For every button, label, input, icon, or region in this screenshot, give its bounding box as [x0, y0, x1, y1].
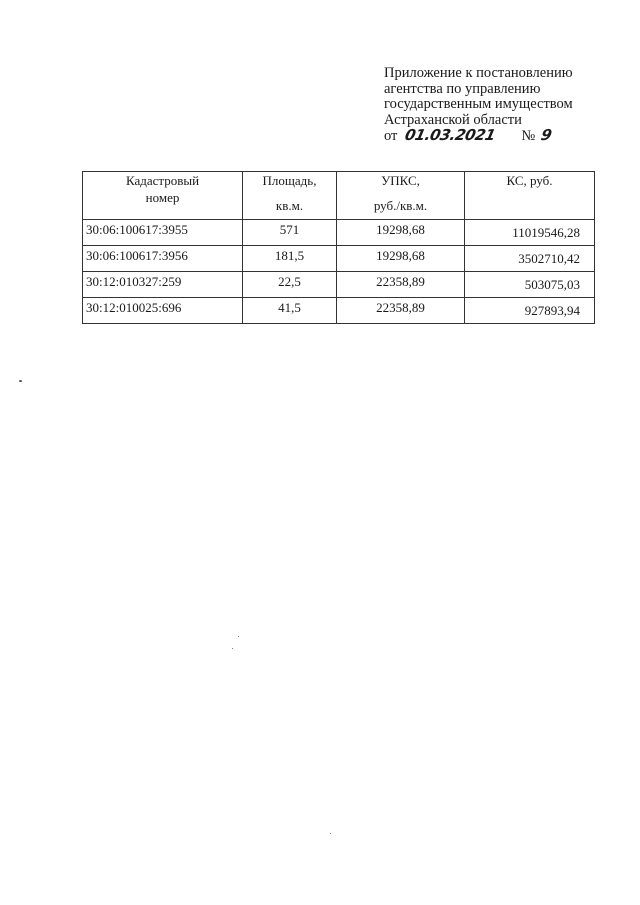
- ks-cell: 503075,03: [465, 272, 595, 298]
- column-header-line: номер: [145, 190, 180, 205]
- appendix-header: [384, 66, 624, 145]
- upks-cell: 19298,68: [337, 220, 465, 246]
- cadastral-cell: 30:06:100617:3956: [83, 246, 243, 272]
- cadastral-cell: 30:12:010327:259: [83, 272, 243, 298]
- column-header-line: УПКС,: [381, 173, 420, 188]
- header-line-4: Астраханской области: [384, 111, 522, 128]
- upks-cell: 22358,89: [337, 298, 465, 324]
- header-line-2: агентства по управлению: [384, 80, 541, 97]
- column-header-cadastral: [83, 172, 243, 220]
- table-header-row: [83, 172, 595, 220]
- column-header-line: кв.м.: [275, 198, 304, 213]
- scan-speck: [238, 636, 239, 637]
- table-row: [83, 220, 595, 246]
- upks-cell: 19298,68: [337, 246, 465, 272]
- ks-cell: 3502710,42: [465, 246, 595, 272]
- scan-speck: [232, 648, 233, 649]
- header-line-3: государственным имуществом: [384, 96, 573, 112]
- area-cell: 571: [243, 220, 337, 246]
- area-cell: 41,5: [243, 298, 337, 324]
- column-header-line: руб./кв.м.: [373, 198, 428, 213]
- number-label: №: [521, 128, 536, 144]
- upks-cell: 22358,89: [337, 272, 465, 298]
- date-prefix: от: [384, 128, 398, 144]
- column-header-line: КС, руб.: [506, 173, 553, 188]
- cadastral-cell: 30:12:010025:696: [83, 298, 243, 324]
- column-header-line: Кадастровый: [125, 173, 200, 188]
- header-line-1: Приложение к постановлению: [384, 65, 573, 81]
- scan-speck: [19, 380, 22, 382]
- handwritten-number: 9: [539, 126, 554, 144]
- date-number-line: [384, 128, 624, 145]
- column-header-upks: [337, 172, 465, 220]
- scan-speck: [330, 833, 331, 834]
- handwritten-date: 01.03.2021: [403, 126, 498, 144]
- column-header-area: [243, 172, 337, 220]
- table-row: [83, 298, 595, 324]
- column-header-line: Площадь,: [262, 173, 317, 188]
- cadastral-cell: 30:06:100617:3955: [83, 220, 243, 246]
- area-cell: 181,5: [243, 246, 337, 272]
- table-row: [83, 246, 595, 272]
- cadastral-value-table: [82, 171, 595, 324]
- ks-cell: 927893,94: [465, 298, 595, 324]
- ks-cell: 11019546,28: [465, 220, 595, 246]
- column-header-ks: [465, 172, 595, 220]
- area-cell: 22,5: [243, 272, 337, 298]
- table-row: [83, 272, 595, 298]
